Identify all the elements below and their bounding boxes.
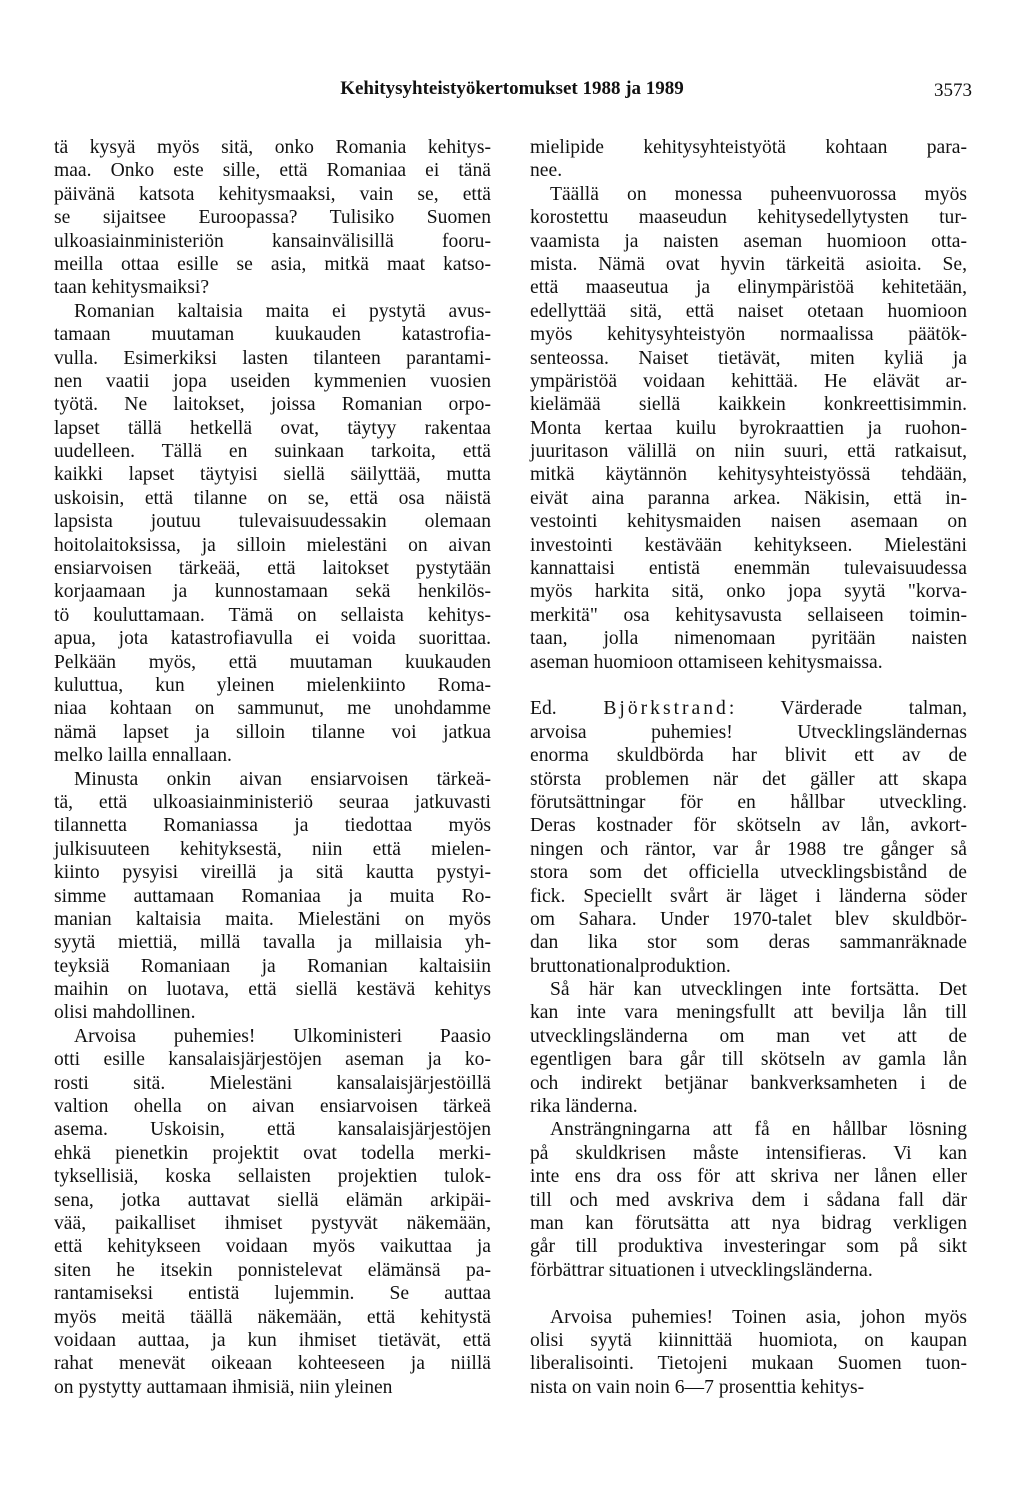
- text-line: myös harkita sitä, onko jopa syytä "korva-: [530, 581, 967, 603]
- text-line: på skuldkrisen måste intensifieras. Vi kan: [530, 1142, 967, 1164]
- text-line: vestointi kehitysmaiden naisen asemaan on: [530, 511, 967, 533]
- text-line: och indirekt betjänar bankverksamheten i de: [530, 1072, 967, 1094]
- text-line: tilannetta Romaniassa ja tiedottaa myös: [54, 815, 491, 837]
- text-line: Minusta onkin aivan ensiarvoisen tärkeä-: [74, 768, 491, 790]
- text-line: bruttonationalproduktion.: [530, 955, 731, 977]
- text-line: går till produktiva investeringar som på sikt: [530, 1236, 967, 1258]
- speaker-name: Björkstrand: [603, 698, 729, 720]
- text-line: maihin on luotava, että siellä kestävä kehitys: [54, 979, 491, 1001]
- text-line: största problemen när det gäller att skapa: [530, 768, 967, 790]
- text-line: mista. Nämä ovat hyvin tärkeitä asioita. Se,: [530, 253, 967, 275]
- text-line: ensiarvoisen tärkeää, että laitokset pystytään: [54, 558, 491, 580]
- text-line: uudelleen. Tällä en suinkaan tarkoita, että: [54, 441, 491, 463]
- text-line: on pystytty auttamaan ihmisiä, niin yleinen: [54, 1376, 393, 1398]
- speaker-prefix: Ed.: [530, 698, 604, 720]
- text-line: merkitä" osa kehitysavusta sellaiseen toimin-: [530, 604, 967, 626]
- text-line: ulkoasiainministeriön kansainvälisillä fooru-: [54, 230, 491, 252]
- text-line: ehkä pienetkin projektit ovat todella merki-: [54, 1142, 491, 1164]
- text-line: se sijaitsee Euroopassa? Tulisiko Suomen: [54, 207, 491, 229]
- speaker-line: [530, 697, 967, 720]
- text-line: hoitolaitoksissa, ja silloin mielestäni on aivan: [54, 534, 491, 556]
- text-line: vaamista ja naisten aseman huomioon otta-: [530, 230, 967, 252]
- text-line: siten he itsekin ponnistelevat elämänsä pa-: [54, 1259, 491, 1281]
- text-line: Romanian kaltaisia maita ei pystytä avus-: [74, 300, 491, 322]
- text-line: Så här kan utvecklingen inte fortsätta. Det: [550, 979, 967, 1001]
- text-line: rahat menevät oikeaan kohteeseen ja niillä: [54, 1353, 491, 1375]
- text-line: stora som det officiella utvecklingsbistånd de: [530, 862, 967, 884]
- text-line: nen vaatii jopa useiden kymmenien vuosien: [54, 370, 491, 392]
- text-line: edellyttää sitä, että naiset otetaan huomioon: [530, 300, 967, 322]
- text-line: olisi syytä kiinnittää huomiota, on kaupan: [530, 1329, 967, 1351]
- text-line: mielipide kehitysyhteistyötä kohtaan para-: [530, 137, 967, 158]
- text-line: valtion ohella on aivan ensiarvoisen tärkeä: [54, 1096, 491, 1118]
- text-line: ympäristöä voidaan kehittää. He elävät ar-: [530, 370, 967, 392]
- text-line: että kehitykseen voidaan myös vaikuttaa ja: [54, 1236, 491, 1258]
- text-line: man kan förutsätta att nya bidrag verkligen: [530, 1212, 967, 1234]
- text-line: uskoisin, että tilanne on se, että osa näistä: [54, 487, 491, 509]
- text-line: tö kouluttamaan. Tämä on sellaista kehitys-: [54, 604, 491, 626]
- text-line: tä, että ulkoasiainministeriö seuraa jatkuvasti: [54, 791, 491, 813]
- text-line: simme auttamaan Romaniaa ja muita Ro-: [54, 885, 491, 907]
- text-line: egentligen bara går till skötseln av gamla lån: [530, 1049, 967, 1071]
- text-line: Monta kertaa kuilu byrokraattien ja ruohon-: [530, 417, 967, 439]
- text-line: dan lika stor som deras sammanräknade: [530, 932, 967, 954]
- page-number: 3573: [934, 80, 972, 101]
- text-line: myös kehitysyhteistyön normaalissa päätök-: [530, 324, 967, 346]
- text-line: nee.: [530, 160, 563, 182]
- text-line: päivänä katsota kehitysmaaksi, vain se, että: [54, 183, 491, 205]
- text-line: Täällä on monessa puheenvuorossa myös: [550, 183, 967, 205]
- text-line: kaikki lapset täytyisi siellä säilyttää, mutta: [54, 464, 491, 486]
- text-line: kan inte vara meningsfullt att bevilja lån till: [530, 1002, 967, 1024]
- text-line: lapset tällä hetkellä ovat, täytyy rakentaa: [54, 417, 491, 439]
- text-line: melko lailla ennallaan.: [54, 745, 232, 767]
- text-line: manian kaltaisia maita. Mielestäni on myös: [54, 908, 491, 930]
- paragraph-block: [530, 136, 967, 674]
- text-line: kuluttua, kun yleinen mielenkiinto Roma-: [54, 674, 491, 696]
- text-line: niaa kohtaan on sammunut, me unohdamme: [54, 698, 491, 720]
- text-line: arvoisa puhemies! Utvecklingsländernas: [530, 721, 967, 743]
- text-line: rosti sitä. Mielestäni kansalaisjärjestöillä: [54, 1072, 491, 1094]
- text-line: sena, jotka auttavat siellä elämän arkipäi-: [54, 1189, 491, 1211]
- text-line: senteossa. Naiset tietävät, miten kyliä ja: [530, 347, 967, 369]
- speaker-first-line-rest: : Värderade talman,: [728, 698, 968, 720]
- right-column: [530, 136, 967, 1399]
- text-line: olisi mahdollinen.: [54, 1002, 196, 1024]
- text-line: että maaseutua ja elinympäristöä kehitetään,: [530, 277, 967, 299]
- text-line: nämä lapset ja silloin tilanne voi jatkua: [54, 721, 491, 743]
- text-line: teyksiä Romaniaan ja Romanian kaltaisiin: [54, 955, 491, 977]
- text-line: tä kysyä myös sitä, onko Romania kehitys-: [54, 137, 491, 158]
- text-line: julkisuuteen kehityksestä, niin että mielen-: [54, 838, 491, 860]
- text-line: om Sahara. Under 1970-talet blev skuldbör-: [530, 908, 967, 930]
- text-line: utvecklingsländerna om man vet att de: [530, 1025, 967, 1047]
- text-line: förutsättningar för en hållbar utveckling.: [530, 791, 967, 813]
- text-line: ningen och räntor, var år 1988 tre gånger så: [530, 838, 967, 860]
- text-line: liberalisointi. Tietojeni mukaan Suomen tuon-: [530, 1353, 967, 1375]
- text-line: vää, paikalliset ihmiset pystyvät näkemään,: [54, 1212, 491, 1234]
- text-line: nista on vain noin 6—7 prosenttia kehitys-: [530, 1376, 865, 1398]
- left-column: [54, 136, 491, 1399]
- text-line: lapsista joutuu tulevaisuudessakin olemaan: [54, 511, 491, 533]
- text-line: Arvoisa puhemies! Ulkoministeri Paasio: [74, 1025, 491, 1047]
- text-line: enorma skuldbörda har blivit ett av de: [530, 745, 967, 767]
- running-title: Kehitysyhteistyökertomukset 1988 ja 1989: [340, 78, 684, 99]
- text-line: aseman huomioon ottamiseen kehitysmaissa.: [530, 651, 883, 673]
- text-line: Deras kostnader för skötseln av lån, avkort-: [530, 815, 967, 837]
- text-line: kannattaisi entistä enemmän tulevaisuudessa: [530, 558, 967, 580]
- text-line: rantamiseksi entistä lujemmin. Se auttaa: [54, 1283, 491, 1305]
- text-line: apua, jota katastrofiavulla ei voida suorittaa.: [54, 628, 491, 650]
- text-line: vulla. Esimerkiksi lasten tilanteen parantami-: [54, 347, 491, 369]
- text-line: investointi kestävään kehitykseen. Mielestäni: [530, 534, 967, 556]
- text-line: till och med avskriva dem i sådana fall där: [530, 1189, 967, 1211]
- page-header: [0, 78, 1024, 104]
- text-line: meilla ottaa esille se asia, mitkä maat katso-: [54, 253, 491, 275]
- text-line: mitkä käytännön kehitysyhteistyössä tehdään,: [530, 464, 967, 486]
- paragraph-block: [530, 721, 967, 1282]
- text-line: Arvoisa puhemies! Toinen asia, johon myös: [550, 1306, 967, 1328]
- text-line: otti esille kansalaisjärjestöjen aseman ja ko-: [54, 1049, 491, 1071]
- text-line: syytä miettiä, millä tavalla ja millaisia yh-: [54, 932, 491, 954]
- text-line: taan, jolla nimenomaan pyritään naisten: [530, 628, 967, 650]
- text-line: kiinto pysyisi vireillä ja sitä kautta pystyi-: [54, 862, 491, 884]
- text-line: työtä. Ne laitokset, joissa Romanian orpo-: [54, 394, 491, 416]
- text-line: inte ens dra oss för att skriva ner lånen eller: [530, 1166, 967, 1188]
- paragraph-gap: [530, 1282, 967, 1305]
- text-line: asema. Uskoisin, että kansalaisjärjestöjen: [54, 1119, 491, 1141]
- text-line: Pelkään myös, että muutaman kuukauden: [54, 651, 491, 673]
- text-line: taan kehitysmaiksi?: [54, 277, 210, 299]
- text-line: rika länderna.: [530, 1096, 638, 1118]
- text-line: fick. Speciellt svårt är läget i länderna söder: [530, 885, 967, 907]
- text-line: Ansträngningarna att få en hållbar lösning: [550, 1119, 967, 1141]
- text-line: kielämää siellä kaikkein konkreettisimmin.: [530, 394, 967, 416]
- paragraph-gap: [530, 674, 967, 697]
- text-line: myös meitä täällä näkemään, että kehitystä: [54, 1306, 491, 1328]
- text-line: eivät aina paranna arkea. Näkisin, että in-: [530, 487, 967, 509]
- text-line: förbättrar situationen i utvecklingsländerna.: [530, 1259, 873, 1281]
- text-line: maa. Onko este sille, että Romaniaa ei tänä: [54, 160, 491, 182]
- text-line: tyksellisiä, koska sellaisten projektien tulok-: [54, 1166, 491, 1188]
- text-line: korostettu maaseudun kehitysedellytysten tur-: [530, 207, 967, 229]
- paragraph-block: [530, 1306, 967, 1400]
- text-line: tamaan muutaman kuukauden katastrofia-: [54, 324, 491, 346]
- text-line: voidaan auttaa, ja kun ihmiset tietävät, että: [54, 1329, 491, 1351]
- text-line: juuritason välillä on niin suuri, että ratkaisut,: [530, 441, 967, 463]
- text-line: korjaamaan ja kunnostamaan sekä henkilös-: [54, 581, 491, 603]
